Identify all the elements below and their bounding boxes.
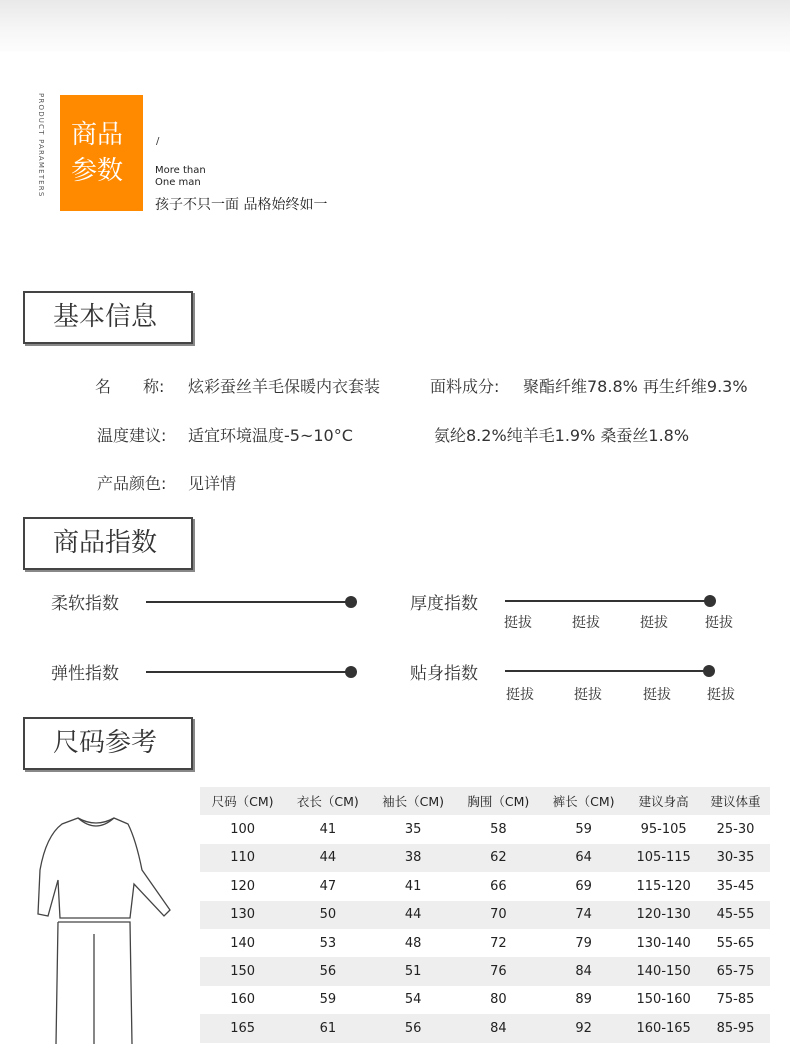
elasticity-dot [345,666,357,678]
column-header: 建议身高 [638,794,689,810]
name-value: 炫彩蚕丝羊毛保暖内衣套装 [188,377,381,396]
table-cell: 35 [404,822,422,838]
table-cell: 61 [319,1020,337,1036]
table-row [200,901,770,929]
table-cell: 44 [404,907,422,923]
table-cell: 45-55 [716,907,755,923]
table-cell: 38 [404,850,422,866]
table-cell: 84 [490,1020,507,1036]
table-cell: 150-160 [636,992,691,1008]
table-cell: 120-130 [636,907,691,923]
column-header: 衣长（CM) [296,794,359,810]
table-cell: 58 [490,822,507,838]
slogan: 孩子不只一面 品格始终如一 [155,197,328,213]
table-cell: 95-105 [640,822,687,838]
table-cell: 64 [575,850,592,866]
table-cell: 75-85 [716,992,755,1008]
fit-track [505,670,710,672]
thickness-tick: 挺拔 [572,615,600,631]
table-cell: 53 [319,935,337,951]
fabric-label: 面料成分: [430,377,500,396]
color-label: 产品颜色: [97,474,167,493]
table-cell: 115-120 [636,878,691,894]
softness-label: 柔软指数 [51,594,119,614]
column-header: 裤长（CM) [552,794,615,810]
more-line2: One man [155,177,201,188]
table-cell: 56 [404,1020,422,1036]
table-row [200,872,770,900]
fit-tick: 挺拔 [506,687,534,703]
table-cell: 30-35 [716,850,755,866]
size-reference-heading: 尺码参考 [23,717,193,770]
table-cell: 84 [575,964,592,980]
table-cell: 100 [230,822,256,838]
title-line1: 商品 [71,120,124,150]
table-row [200,929,770,957]
table-cell: 120 [230,878,256,894]
softness-track [146,601,350,603]
table-cell: 66 [490,878,507,894]
table-row [200,815,770,843]
fabric-line1: 聚酯纤维78.8% 再生纤维9.3% [523,377,748,396]
table-row [200,957,770,985]
table-cell: 35-45 [716,878,755,894]
table-cell: 140 [230,935,256,951]
column-header: 建议体重 [710,794,761,810]
title-block [60,95,143,211]
more-than-text [155,165,206,189]
softness-dot [345,596,357,608]
fabric-line2: 氨纶8.2%纯羊毛1.9% 桑蚕丝1.8% [434,426,690,445]
table-cell: 56 [319,964,337,980]
table-cell: 44 [319,850,337,866]
thickness-tick: 挺拔 [705,615,733,631]
column-header: 胸围（CM) [467,794,530,810]
table-cell: 47 [319,878,337,894]
fit-label: 贴身指数 [410,664,478,684]
table-cell: 140-150 [636,964,691,980]
column-header: 袖长（CM) [382,794,445,810]
table-cell: 79 [575,935,592,951]
thickness-track [505,600,710,602]
table-cell: 41 [404,878,422,894]
table-cell: 48 [404,935,422,951]
thickness-tick: 挺拔 [504,615,532,631]
table-cell: 110 [230,850,256,866]
thickness-label: 厚度指数 [410,594,478,614]
table-cell: 130 [230,907,256,923]
temp-value: 适宜环境温度-5~10°C [188,426,353,445]
table-cell: 74 [575,907,592,923]
table-cell: 41 [319,822,337,838]
table-row [200,986,770,1014]
table-cell: 130-140 [636,935,691,951]
fit-tick: 挺拔 [643,687,671,703]
table-cell: 150 [230,964,256,980]
fit-dot [703,665,715,677]
table-cell: 160 [230,992,256,1008]
table-cell: 62 [490,850,507,866]
table-cell: 165 [230,1020,256,1036]
table-cell: 65-75 [716,964,755,980]
title-line2: 参数 [71,156,124,186]
color-value: 见详情 [188,474,237,493]
table-cell: 50 [319,907,337,923]
column-header: 尺码（CM) [211,794,274,810]
table-cell: 59 [319,992,337,1008]
table-cell: 80 [490,992,507,1008]
table-cell: 59 [575,822,592,838]
table-cell: 85-95 [716,1020,755,1036]
vertical-caption: PRODUCT PARAMETERS [37,93,45,198]
elasticity-track [146,671,350,673]
table-cell: 105-115 [636,850,691,866]
thickness-dot [704,595,716,607]
size-table [200,787,770,1043]
elasticity-label: 弹性指数 [51,664,119,684]
table-cell: 51 [404,964,422,980]
table-cell: 69 [575,878,592,894]
fit-tick: 挺拔 [707,687,735,703]
table-cell: 76 [490,964,507,980]
slash: / [156,136,160,147]
table-header-row [200,787,770,815]
table-row [200,1014,770,1042]
more-line1: More than [155,165,206,176]
table-row [200,844,770,872]
table-cell: 89 [575,992,592,1008]
table-cell: 55-65 [716,935,755,951]
table-cell: 25-30 [716,822,755,838]
name-label: 名 称: [95,377,165,396]
basic-info-heading: 基本信息 [23,291,193,344]
top-banner-image [0,0,790,52]
temp-label: 温度建议: [97,426,167,445]
table-cell: 70 [490,907,507,923]
product-index-heading: 商品指数 [23,517,193,570]
table-cell: 160-165 [636,1020,691,1036]
fit-tick: 挺拔 [574,687,602,703]
thickness-tick: 挺拔 [640,615,668,631]
garment-outline-icon [30,810,180,1044]
table-cell: 54 [404,992,422,1008]
table-cell: 72 [490,935,507,951]
table-cell: 92 [575,1020,592,1036]
